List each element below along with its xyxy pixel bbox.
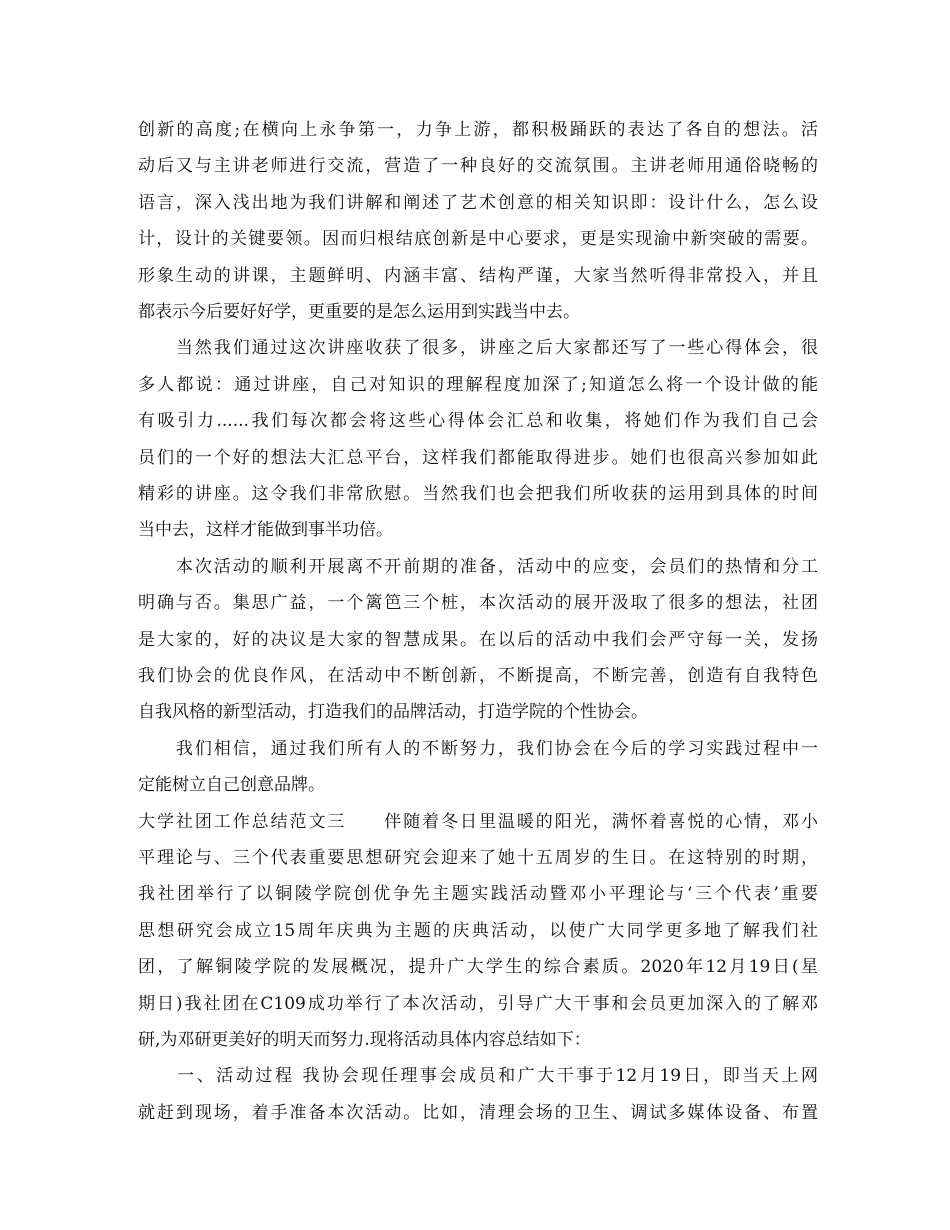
text-line: 计，设计的关键要领。因而归根结底创新是中心要求，更是实现渝中新突破的需要。 [138, 229, 818, 250]
text-line: 当中去，这样才能做到事半功倍。 [138, 520, 393, 541]
text-line: 大学社团工作总结范文三 伴随着冬日里温暖的阳光，满怀着喜悦的心情，邓小 [138, 811, 818, 832]
text-line: 研,为邓研更美好的明天而努力.现将活动具体内容总结如下： [138, 1030, 591, 1050]
text-line: 创新的高度;在横向上永争第一，力争上游，都积极踊跃的表达了各自的想法。活 [138, 120, 818, 140]
text-line: 是大家的，好的决议是大家的智慧成果。在以后的活动中我们会严守每一关，发扬 [138, 629, 818, 650]
text-line: 都表示今后要好好学，更重要的是怎么运用到实践当中去。 [138, 302, 580, 322]
text-line: 当然我们通过这次讲座收获了很多，讲座之后大家都还写了一些心得体会，很 [138, 338, 818, 359]
text-line: 期日)我社团在C109成功举行了本次活动，引导广大干事和会员更加深入的了解邓 [138, 993, 818, 1014]
text-line: 有吸引力......我们每次都会将这些心得体会汇总和收集，将她们作为我们自己会 [138, 411, 818, 432]
text-line: 团，了解铜陵学院的发展概况，提升广大学生的综合素质。2020年12月19日(星 [138, 957, 818, 978]
text-line: 思想研究会成立15周年庆典为主题的庆典活动，以使广大同学更多地了解我们社 [138, 920, 818, 941]
text-line: 平理论与、三个代表重要思想研究会迎来了她十五周岁的生日。在这特别的时期， [138, 848, 818, 868]
text-line: 动后又与主讲老师进行交流，营造了一种良好的交流氛围。主讲老师用通俗晓畅的 [138, 156, 818, 177]
text-line: 我们相信，通过我们所有人的不断努力，我们协会在今后的学习实践过程中一 [138, 738, 818, 759]
text-line: 就赶到现场，着手准备本次活动。比如，清理会场的卫生、调试多媒体设备、布置 [138, 1102, 818, 1123]
text-line: 我社团举行了以铜陵学院创优争先主题实践活动暨邓小平理论与‘三个代表’重要 [138, 884, 818, 905]
text-line: 自我风格的新型活动，打造我们的品牌活动，打造学院的个性协会。 [138, 702, 648, 723]
text-line: 定能树立自己创意品牌。 [138, 775, 325, 796]
text-line: 我们协会的优良作风，在活动中不断创新，不断提高，不断完善，创造有自我特色 [138, 666, 818, 686]
text-line: 员们的一个好的想法大汇总平台，这样我们都能取得进步。她们也很高兴参加如此 [138, 447, 818, 468]
text-line: 明确与否。集思广益，一个篱笆三个桩，本次活动的展开汲取了很多的想法，社团 [138, 593, 818, 614]
text-line: 精彩的讲座。这令我们非常欣慰。当然我们也会把我们所收获的运用到具体的时间 [138, 484, 818, 504]
text-line: 本次活动的顺利开展离不开前期的准备，活动中的应变，会员们的热情和分工 [138, 556, 818, 577]
text-line: 形象生动的讲课，主题鲜明、内涵丰富、结构严谨，大家当然听得非常投入，并且 [138, 265, 818, 286]
text-line: 语言，深入浅出地为我们讲解和阐述了艺术创意的相关知识即：设计什么，怎么设 [138, 192, 818, 213]
text-line: 多人都说：通过讲座，自己对知识的理解程度加深了;知道怎么将一个设计做的能 [138, 374, 818, 395]
text-line: 一、活动过程 我协会现任理事会成员和广大干事于12月19日，即当天上网 [138, 1066, 818, 1087]
